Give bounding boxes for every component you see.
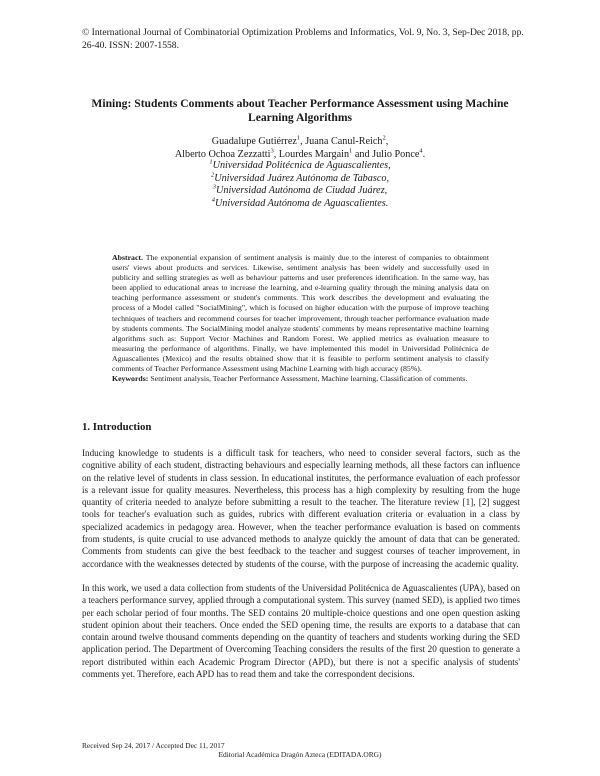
affiliation-text: Universidad Politécnica de Aguascalientes,	[212, 160, 391, 171]
affiliation-marker: 1	[209, 158, 213, 166]
keywords-text: Sentiment analysis, Teacher Performance Assessment, Machine learning, Classification of comments.	[150, 374, 468, 384]
affiliation-text: Universidad Autónoma de Ciudad Juárez,	[216, 185, 388, 197]
received-date: Received Sep 24, 2017 / Accepted Dec 11, 2017	[82, 741, 225, 750]
affiliation	[150, 185, 450, 198]
author-name: Alberto Ochoa Zezzatti	[174, 148, 271, 160]
publisher-name: Editorial Académica Dragón Azteca (EDITADA.ORG)	[218, 750, 382, 759]
author-name: Guadalupe Gutiérrez	[211, 136, 297, 147]
affiliation-marker: 3	[270, 147, 274, 155]
keywords-block	[112, 374, 489, 384]
author-line-1: Guadalupe Gutiérrez$^1$, Juana Canul-Reich$^2$,	[211, 134, 389, 147]
affiliation-marker: 4	[211, 196, 215, 204]
paragraph: In this work, we used a data collection from students of the Universidad Politécnica de Aguascalientes (UPA), based on a teachers performance survey, applied through a computational system. This survey (named SED), is applied two times per each scholar period of four months. The SED contains 20 multiple-choice questions and one open question asking student opinion about their teachers. Once ended the SED opening time, the results are exports to a database that can contain around twelve thousand comments depending on the quantity of teachers and students working during the SED application period. The Department of Overcoming Teaching considers the results of the first 20 question to generate a report distributed within each Academic Program Director (APD), but there is not a specific analysis of students' comments yet. Therefore, each APD has to read them and take the correspondent decisions.	[82, 582, 520, 680]
abstract-body	[112, 253, 489, 374]
author-name: Julio Ponce	[372, 148, 420, 160]
affiliation-marker: 2	[210, 171, 215, 179]
author-list	[130, 136, 470, 162]
affiliation-marker: 2	[382, 134, 386, 142]
affiliation-list	[150, 160, 450, 210]
affiliation	[150, 173, 450, 186]
affiliation-text: Universidad Autónoma de Aguascalientes.	[214, 197, 389, 209]
abstract-text: The exponential expansion of sentiment analysis is mainly due to the interest of companies to obtainment users' views about products and services. Likewise, sentiment analysis has been widely and successfully used in publicity and selling strategies as well as behaviour patterns and user preferences identification. In the same way, has been applied to educational areas to increase the learning, and e-learning quality through the mining analysis data on teaching performance assessment or student's comments. This work describes the development and evaluating the process of a Model called "SocialMining", which is focused on higher education with the purpose of improve teaching techniques of teachers and recommend courses for teacher improvement, through teacher performance evaluation made by students comments. The SocialMining model analyze students' comments by means representative machine learning algorithms such as: Support Vector Machines and Random Forest. We applied metrics as evaluation measure to measuring the performance of algorithms. Finally, we have implemented this model in Universidad Politécnica de Aguascalientes (Mexico) and the results obtained show that it is feasible to perform sentiment analysis to classify comments of Teacher Performance Assessment using Machine Learning with high accuracy (85%).	[112, 253, 489, 374]
paragraph: Inducing knowledge to students is a difficult task for teachers, who need to consider several factors, such as the cognitive ability of each student, distracting behaviours and especially learning methods, all these factors can influence on the relative level of students in class session. In educational institutes, the performance evaluation of each professor is a relevant issue for quality measures. Nevertheless, this process has a high complexity by resulting from the huge quantity of criteria needed to analyze before submitting a result to the teacher. The literature review [1], [2] suggest tools for teacher's evaluation such as guides, rubrics with different evaluation criteria or evaluation in a class by specialized academics in pedagogy area. However, when the teacher performance evaluation is based on comments from students, is quite crucial to use advanced methods to analyze quickly the amount of data that can be generated. Comments from students can give the best feedback to the teacher and suggest courses of teacher improvement, in accordance with the weaknesses detected by students of the course, with the purpose of increasing the academic quality.	[82, 448, 520, 569]
affiliation-marker: 1	[296, 134, 301, 142]
affiliation-marker: 4	[419, 147, 423, 155]
affiliation-marker: 1	[349, 147, 353, 155]
abstract-label: Abstract.	[112, 253, 143, 262]
affiliation	[150, 160, 450, 173]
section-heading: 1. Introduction	[82, 421, 152, 433]
keywords-label: Keywords:	[112, 374, 149, 384]
author-line-2: Alberto Ochoa Zezzatti$^3$, Lourdes Margain$^1$ and Julio Ponce$^4$.	[174, 147, 426, 160]
section-body	[82, 447, 520, 692]
affiliation-marker: 3	[212, 183, 217, 191]
author-name: Juana Canul-Reich	[305, 136, 383, 147]
abstract-block	[112, 253, 489, 384]
affiliation	[150, 198, 450, 211]
author-name: Lourdes Margain	[278, 148, 350, 160]
paper-title: Mining: Students Comments about Teacher Performance Assessment using Machine Learning Algorithms	[91, 97, 509, 124]
affiliation-text: Universidad Juárez Autónoma de Tabasco,	[214, 172, 390, 184]
journal-citation: © International Journal of Combinatorial Optimization Problems and Informatics, Vol. 9, No. 3, Sep-Dec 2018, pp. 26-40. ISSN: 2007-1558.	[82, 27, 524, 51]
